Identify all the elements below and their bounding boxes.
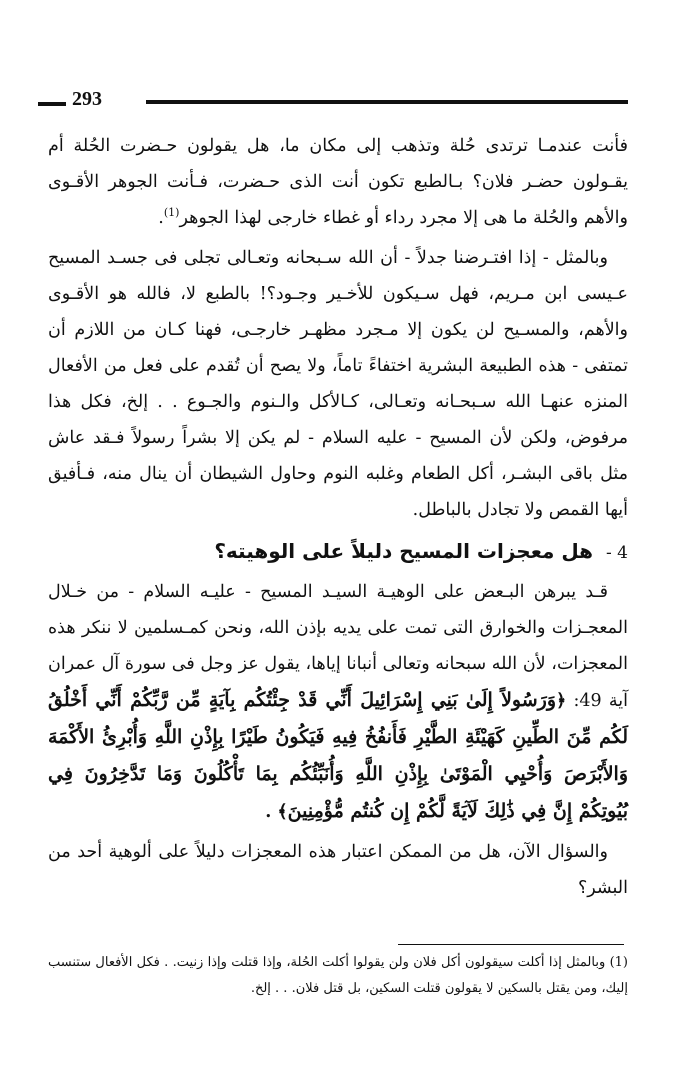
footnote-marker: (1) — [609, 955, 628, 970]
footnote-text: وبالمثل إذا أكلت سيقولون أكل فلان ولن يقولوا أكلت الحُلة، وإذا قتلت وإذا زنيت. . فكل الأفعال ستنسب إليك، ومن يقتل بالسكين لا يقولون قتلت السكين، بل قتل فلان. . . إلخ. — [48, 955, 628, 996]
header-rule-left — [38, 102, 66, 106]
section-number: 4 - — [606, 543, 628, 563]
footnote — [48, 950, 628, 1002]
paragraph-analogy: وبالمثل - إذا افتـرضنا جدلاً - أن الله سـبحانه وتعـالى تجلى فى جسـد المسيح عـيسى ابن مـريم، فهل سـيكون للأخـير وجـود؟! بالطبع لا، فالله هو الأقـوى والأهم، والمسـيح لن يكون إلا مـجرد مظهـر خارجـى، فهنا كـان من اللازم أن تمتفى - هذه الطبيعة البشرية اختفاءً تاماً، ولا يصح أن تُقدم على فعل من الأفعال المنزه عنهـا الله سـبحـانه وتعـالى، كـالأكل والـنوم والجـوع . . إلخ، فكل هذا مرفوض، ولكن لأن المسيح - عليه السلام - لم يكن إلا بشراً رسولاً فـقد عاش مثل باقى البشـر، أكل الطعام وغلبه النوم وحاول الشيطان أن ينال منه، فـأفيق أيها القمص ولا تجادل بالباطل. — [48, 248, 628, 520]
quran-open-bracket: ﴿ — [556, 691, 567, 711]
paragraph-text: فأنت عندمـا ترتدى حُلة وتذهب إلى مكان ما، هل يقولون حـضرت الحُلة أم يقـولون حضـر فلان؟ بـالطبع تكون أنت الذى حـضرت، فـأنت الجوهر الأقـوى والأهم والحُلة ما هى إلا مجرد رداء أو غطاء خارجى لهذا الجوهر — [48, 136, 628, 228]
paragraph-miracles — [48, 574, 628, 830]
paragraph-question: والسؤال الآن، هل من الممكن اعتبار هذه المعجزات دليلاً على ألوهية أحد من البشر؟ — [48, 842, 628, 898]
section-heading — [48, 532, 628, 572]
section-title: هل معجزات المسيح دليلاً على الوهيته؟ — [214, 539, 594, 563]
footnote-divider — [398, 944, 624, 945]
page-number: 293 — [72, 88, 102, 110]
header-rule-right — [146, 100, 628, 104]
page-body — [48, 128, 628, 910]
paragraph-text: قـد يبرهن البـعض على الوهيـة السيـد المسيح - عليـه السلام - من خـلال المعجـزات والخوارق التى تمت على يديه بإذن الله، ونحن كمـسلمين لا ننكر هذه المعجزات، لأن الله سبحانه وتعالى أنبانا إياها، يقول عز وجل فى سورة آل عمران آية 49: — [48, 582, 628, 711]
quran-close-bracket: ﴾ . — [265, 802, 288, 822]
page-header — [38, 86, 628, 116]
paragraph-garment: فأنت عندمـا ترتدى حُلة وتذهب إلى مكان ما، هل يقولون حـضرت الحُلة أم يقـولون حضـر فلان؟ بـالطبع تكون أنت الذى حـضرت، فـأنت الجوهر الأقـوى والأهم والحُلة ما هى إلا مجرد رداء أو غطاء خارجى لهذا الجوهر$^{(1)}$. — [48, 136, 628, 228]
quran-verse: وَرَسُولاً إِلَىٰ بَنِي إِسْرَائِيلَ أَنِّي قَدْ جِئْتُكُم بِآيَةٍ مِّن رَّبِّكُمْ أَنِّي أَخْلُقُ لَكُم مِّنَ الطِّينِ كَهَيْئَةِ الطَّيْرِ فَأَنفُخُ فِيهِ فَيَكُونُ طَيْرًا بِإِذْنِ اللَّهِ وَأُبْرِئُ الأَكْمَهَ وَالأَبْرَصَ وَأُحْيِي الْمَوْتَىٰ بِإِذْنِ اللَّهِ وَأُنَبِّئُكُم بِمَا تَأْكُلُونَ وَمَا تَدَّخِرُونَ فِي بُيُوتِكُمْ إِنَّ فِي ذَٰلِكَ لَآيَةً لَّكُمْ إِن كُنتُم مُّؤْمِنِينَ — [48, 689, 628, 822]
footnote-reference: (1) — [163, 206, 180, 220]
